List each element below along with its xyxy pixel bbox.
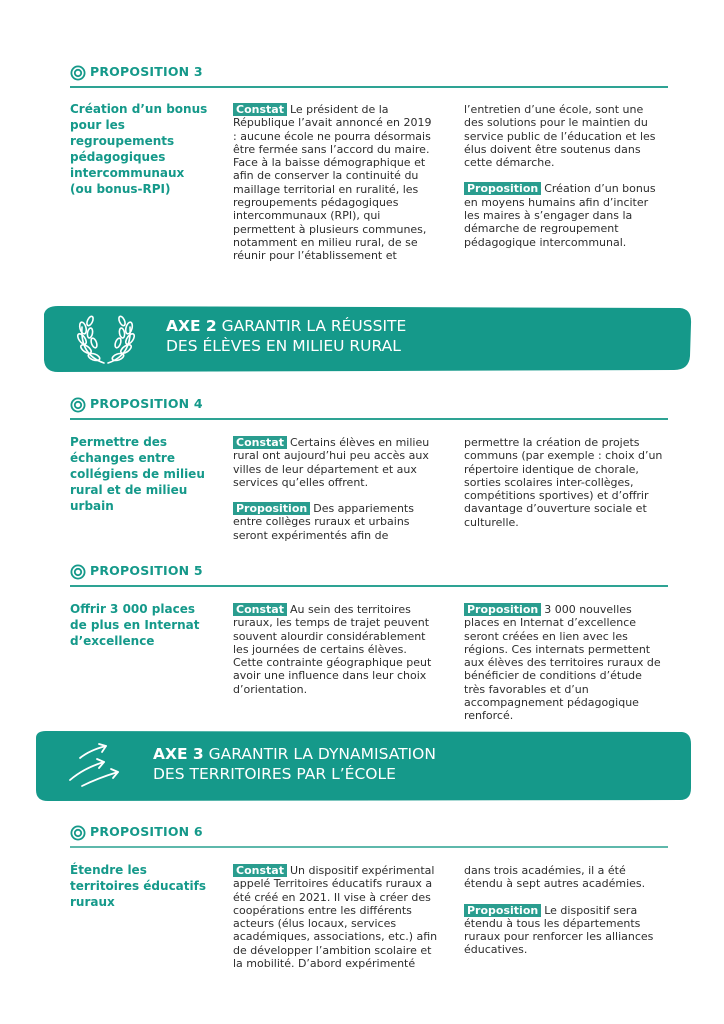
target-icon [70,65,86,81]
target-icon [70,397,86,413]
proposition-3-col1 [233,103,433,263]
proposition-4-proposition-cont: permettre la création de projets communs (par exemple : choix d’un répertoire identique de chorale, sorties scolaires inter-collèges, compétitions sportives) et d’offrir davantage d’ouverture sociale et culturelle. [464,436,663,529]
constat-tag: Constat [233,864,287,877]
proposition-3-proposition-text: Création d’un bonus en moyens humains afin d’inciter les maires à s’engager dans la démarche de regroupement pédagogique intercommunal. [464,182,656,249]
proposition-tag: Proposition [464,603,541,616]
proposition-4-col2 [464,436,664,529]
proposition-4-proposition-text: Des appariements entre collèges ruraux et urbains seront expérimentés afin de [233,502,414,542]
proposition-tag: Proposition [464,904,541,917]
proposition-5-col2 [464,603,664,723]
divider [70,846,668,848]
axe-3-title [153,744,436,784]
proposition-6-constat-text: Un dispositif expérimental appelé Territoires éducatifs ruraux a été créé en 2021. Il vise à créer des coopérations entre les différents acteurs (élus locaux, services académiques, associations, etc.) afin de développer l’ambition scolaire et la mobilité. D’abord expérimenté [233,864,438,971]
proposition-4-label: PROPOSITION 4 [90,396,203,411]
proposition-3-label: PROPOSITION 3 [90,64,203,79]
proposition-3-constat-text: Le président de la République l’avait annoncé en 2019 : aucune école ne pourra désormais être fermée sans l’accord du maire. Face à la baisse démographique et afin de conserver la continuité du maillage territorial en ruralité, les regroupements pédagogiques intercommunaux (RPI), qui permettent à plusieurs communes, notamment en milieu rural, de se réunir pour l’établissement et [233,103,432,263]
proposition-tag: Proposition [233,502,310,515]
target-icon [70,564,86,580]
axe-3-line2: DES TERRITOIRES PAR L’ÉCOLE [153,765,396,783]
proposition-6-title: Étendre les territoires éducatifs ruraux [70,863,206,909]
proposition-6-proposition-text: Le dispositif sera étendu à tous les départements ruraux pour renforcer les alliances éducatives. [464,903,654,957]
proposition-5-label: PROPOSITION 5 [90,563,203,578]
axe-2-line2: DES ÉLÈVES EN MILIEU RURAL [166,337,401,355]
axe-2-title [166,316,406,356]
axe-2-label: AXE 2 [166,317,217,335]
proposition-5-title: Offrir 3 000 places de plus en Internat d’excellence [70,602,200,648]
proposition-5-col1 [233,603,438,696]
divider [70,418,668,420]
proposition-6-constat-cont: dans trois académies, il a été étendu à sept autres académies. [464,864,646,891]
proposition-4-title: Permettre des échanges entre collégiens de milieu rural et de milieu urbain [70,435,205,513]
axe-3-line1: GARANTIR LA DYNAMISATION [208,745,436,763]
laurel-wreath-icon [74,309,138,367]
divider [70,585,668,587]
constat-tag: Constat [233,603,287,616]
proposition-6-col1 [233,864,438,970]
proposition-3-title: Création d’un bonus pour les regroupements pédagogiques intercommunaux (ou bonus-RPI) [70,102,208,196]
divider [70,86,668,88]
proposition-3-constat-cont: l’entretien d’une école, sont une des solutions pour le maintien du service public de l’éducation et les élus doivent être soutenus dans cette démarche. [464,103,656,170]
axe-3-label: AXE 3 [153,745,204,763]
proposition-4-col1 [233,436,433,542]
proposition-5-constat-text: Au sein des territoires ruraux, les temps de trajet peuvent souvent alourdir considérablement les journées de certains élèves. Cette contrainte géographique peut avoir une influence dans leur choix d’orientation. [233,603,432,696]
target-icon [70,825,86,841]
proposition-tag: Proposition [464,182,541,195]
proposition-6-col2 [464,864,664,957]
proposition-4-constat-text: Certains élèves en milieu rural ont aujourd’hui peu accès aux villes de leur département et aux services qu’elles offrent. [233,436,430,489]
proposition-3-col2 [464,103,664,249]
proposition-6-label: PROPOSITION 6 [90,824,203,839]
upward-arrows-icon [66,742,128,790]
proposition-5-proposition-text: 3 000 nouvelles places en Internat d’excellence seront créées en lien avec les régions. Ces internats permettent aux élèves des territoires ruraux de bénéficier de conditions d’étude très favorables et d’un accompagnement pédagogique renforcé. [464,603,661,723]
constat-tag: Constat [233,103,287,116]
axe-2-line1: GARANTIR LA RÉUSSITE [221,317,407,335]
constat-tag: Constat [233,436,287,449]
